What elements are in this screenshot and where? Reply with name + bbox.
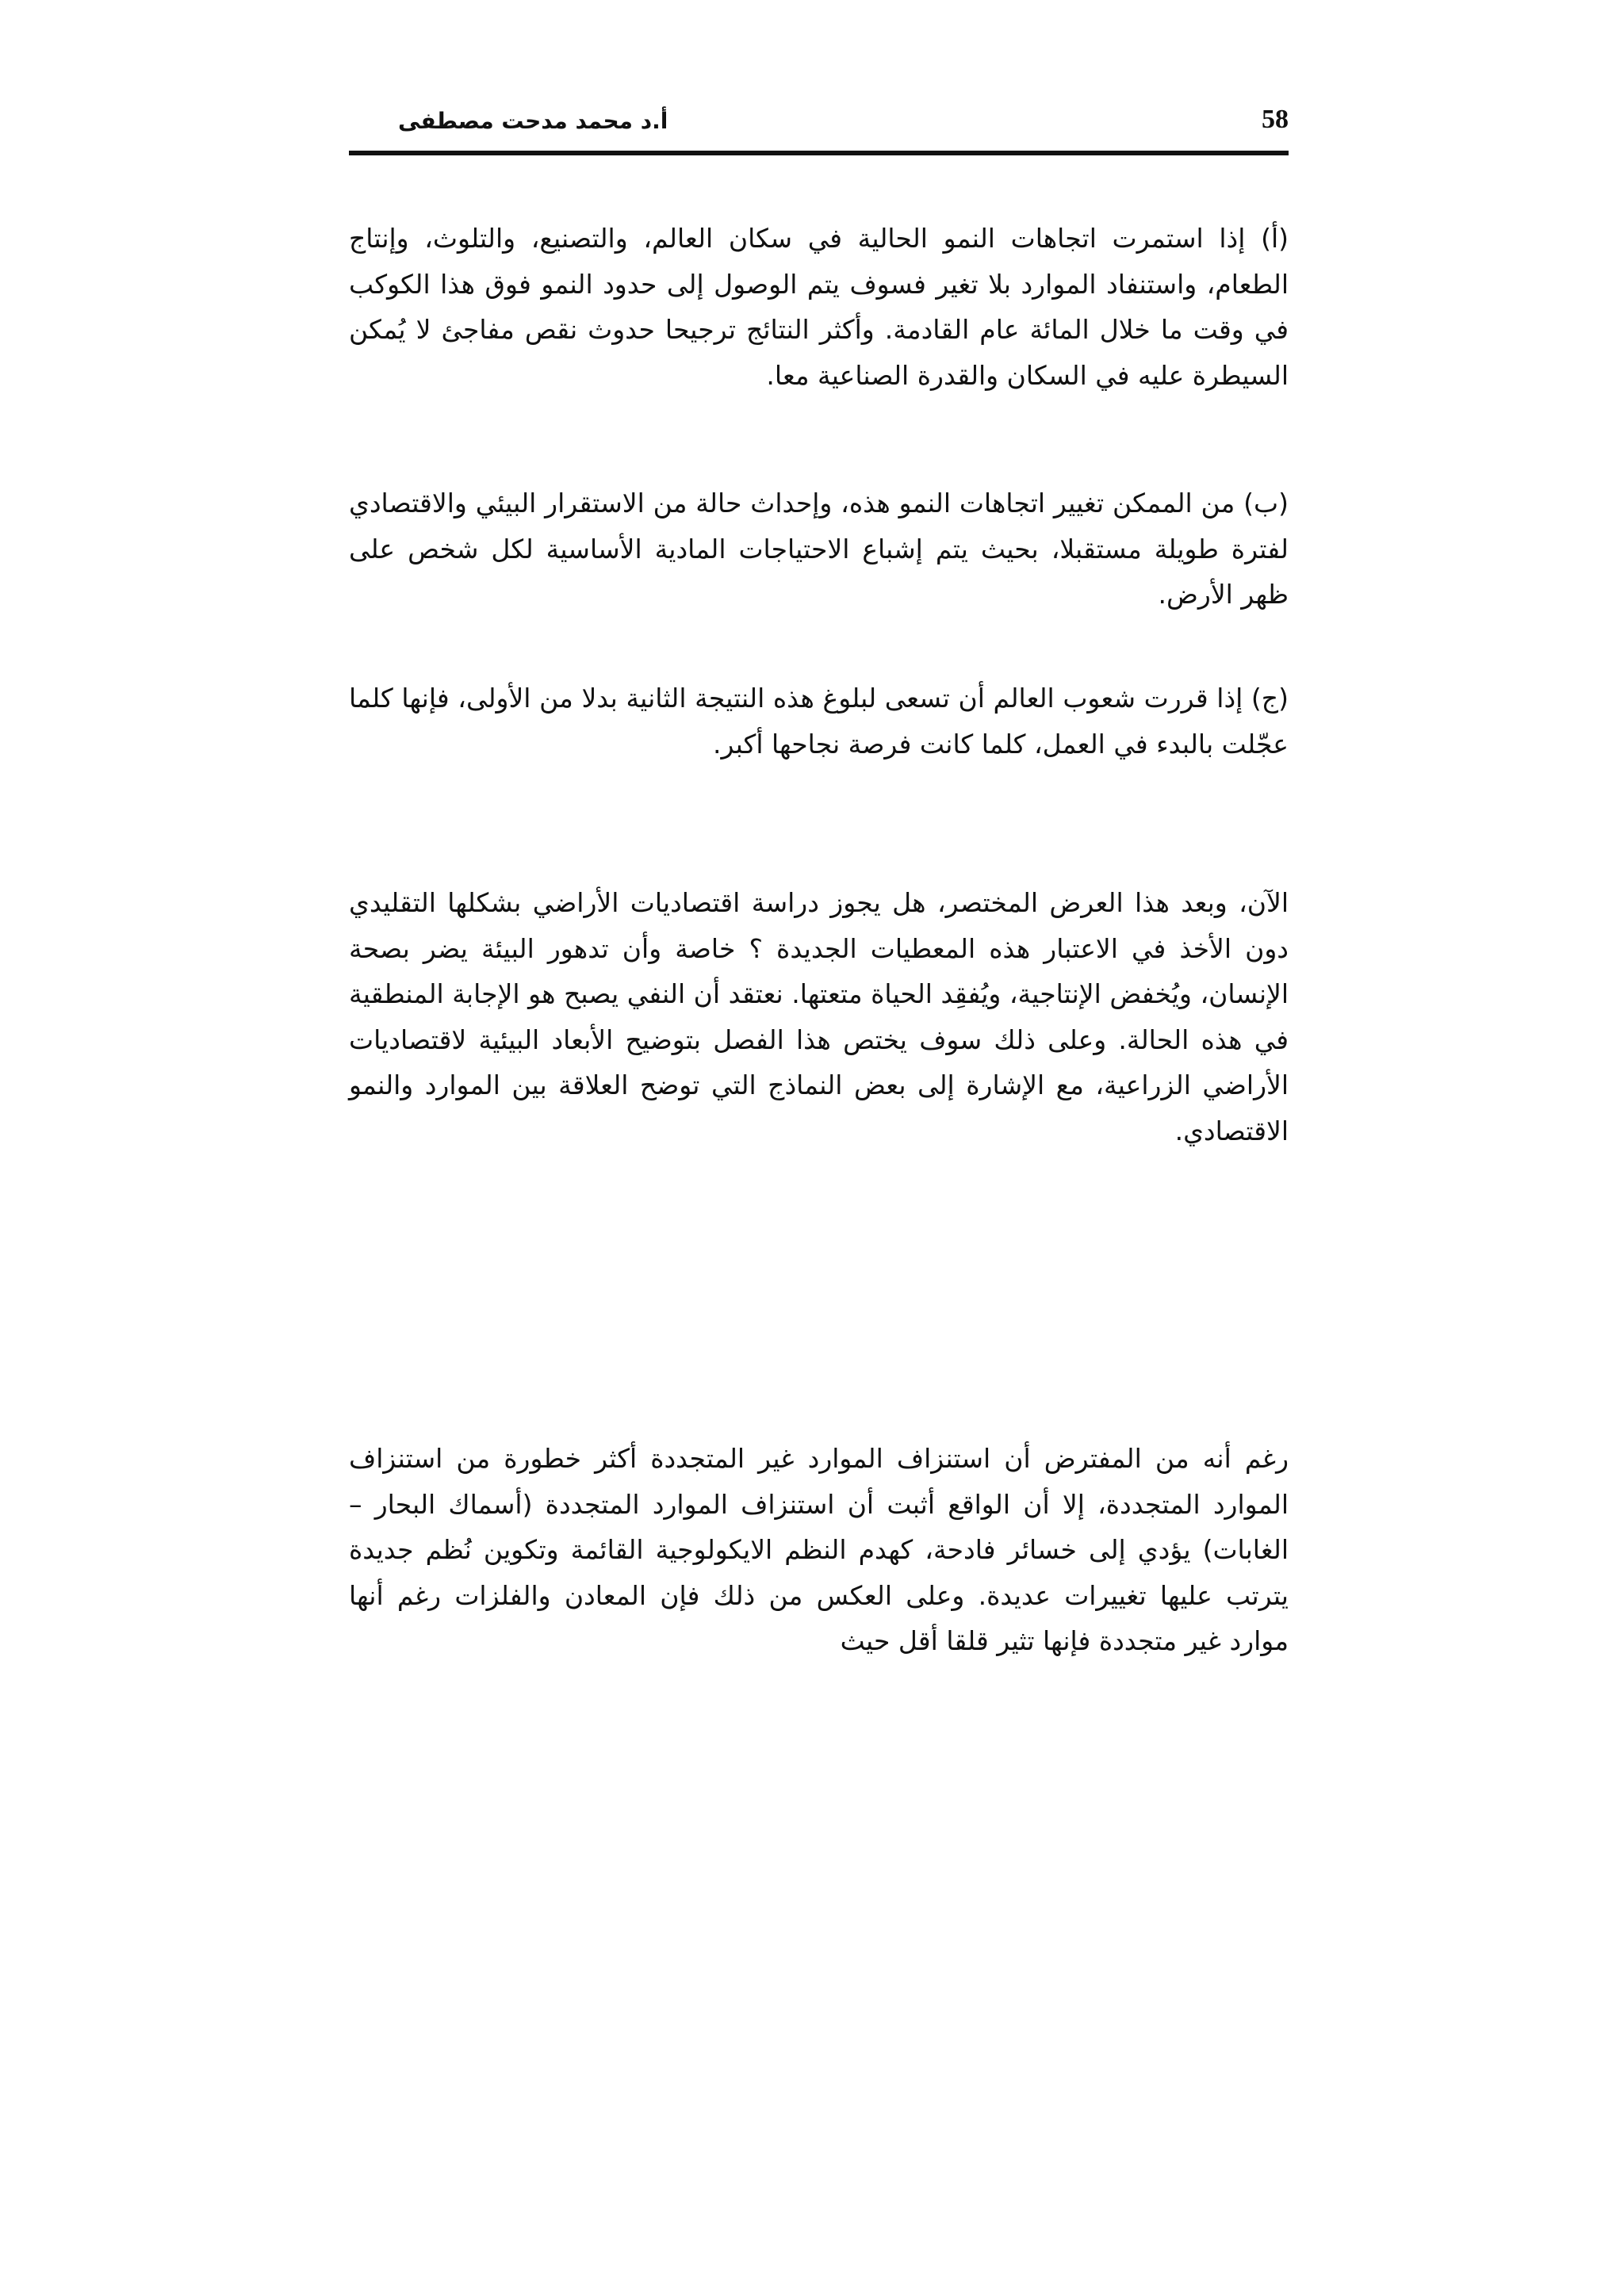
list-item-c (349, 675, 1289, 767)
paragraph-3-text: رغم أنه من المفترض أن استنزاف الموارد غير المتجددة أكثر خطورة من استنزاف الموارد المتجددة، إلا أن الواقع أثبت أن استنزاف الموارد المتجددة (أسماك البحار – الغابات) يؤدي إلى خسائر فادحة، كهدم النظم الايكولوجية القائمة وتكوين نُظم جديدة يترتب عليها تغييرات عديدة. وعلى العكس من ذلك فإن المعادن والفلزات رغم أنها موارد غير متجددة فإنها تثير قلقا أقل حيث (349, 1443, 1289, 1657)
page-number: 58 (1262, 105, 1289, 134)
list-item-a (349, 216, 1289, 398)
list-item-b-text: (ب) من الممكن تغيير اتجاهات النمو هذه، وإحداث حالة من الاستقرار البيئي والاقتصادي لفترة طويلة مستقبلا، بحيث يتم إشباع الاحتياجات المادية الأساسية لكل شخص على ظهر الأرض. (349, 488, 1289, 610)
body-paragraph-3 (349, 1436, 1289, 1664)
running-head-author: أ.د محمد مدحت مصطفى (398, 108, 668, 134)
list-item-b (349, 480, 1289, 618)
paragraph-2-text: الآن، وبعد هذا العرض المختصر، هل يجوز دراسة اقتصاديات الأراضي بشكلها التقليدي دون الأخذ في الاعتبار هذه المعطيات الجديدة ؟ خاصة وأن تدهور البيئة يضر بصحة الإنسان، ويُخفض الإنتاجية، ويُفقِد الحياة متعتها. نعتقد أن النفي يصبح هو الإجابة المنطقية في هذه الحالة. وعلى ذلك سوف يختص هذا الفصل بتوضيح الأبعاد البيئية لاقتصاديات الأراضي الزراعية، مع الإشارة إلى بعض النماذج التي توضح العلاقة بين الموارد والنمو الاقتصادي. (349, 887, 1289, 1146)
page-header (349, 101, 1289, 155)
list-item-c-text: (ج) إذا قررت شعوب العالم أن تسعى لبلوغ هذه النتيجة الثانية بدلا من الأولى، فإنها كلما عجّلت بالبدء في العمل، كلما كانت فرصة نجاحها أكبر. (349, 683, 1289, 760)
list-item-a-text: (أ) إذا استمرت اتجاهات النمو الحالية في سكان العالم، والتصنيع، والتلوث، وإنتاج الطعام، واستنفاد الموارد بلا تغير فسوف يتم الوصول إلى حدود النمو فوق هذا الكوكب في وقت ما خلال المائة عام القادمة. وأكثر النتائج ترجيحا حدوث نقص مفاجئ لا يُمكن السيطرة عليه في السكان والقدرة الصناعية معا. (349, 223, 1289, 391)
body-paragraph-2 (349, 880, 1289, 1154)
